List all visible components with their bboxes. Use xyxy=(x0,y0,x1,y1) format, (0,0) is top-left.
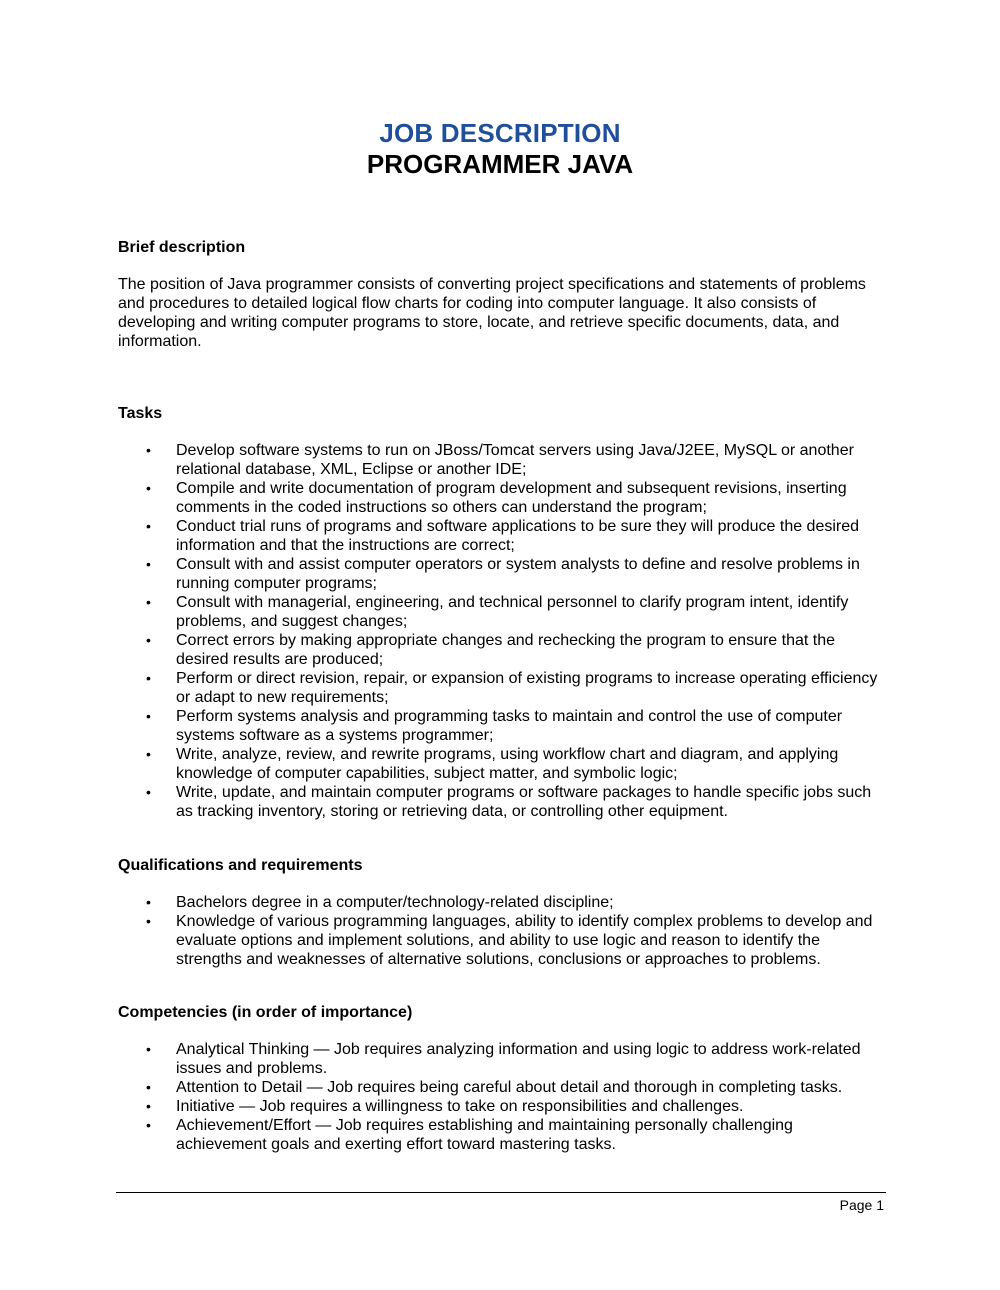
job-title-heading: PROGRAMMER JAVA xyxy=(366,149,634,179)
tasks-heading: Tasks xyxy=(118,405,163,422)
bullet-icon: • xyxy=(146,594,151,610)
bullet-icon: • xyxy=(146,1079,151,1095)
list-item: • Consult with and assist computer operators or system analysts to define and resolve problems in running computer programs; xyxy=(146,556,860,592)
bullet-icon: • xyxy=(146,746,151,762)
brief-description-heading: Brief description xyxy=(118,239,246,256)
bullet-icon: • xyxy=(146,518,151,534)
bullet-icon: • xyxy=(146,1098,151,1114)
bullet-icon: • xyxy=(146,480,151,496)
bullet-icon: • xyxy=(146,632,151,648)
list-item: • Bachelors degree in a computer/technology-related discipline; xyxy=(146,894,614,911)
page-number: Page 1 xyxy=(839,1197,884,1213)
competencies-section xyxy=(118,1003,886,1154)
competencies-list xyxy=(118,1040,886,1154)
document-type-heading: JOB DESCRIPTION xyxy=(379,118,621,148)
bullet-icon: • xyxy=(146,894,151,910)
qualifications-list xyxy=(118,893,886,969)
qualifications-section xyxy=(118,856,886,969)
list-item: • Analytical Thinking — Job requires analyzing information and using logic to address work-related issues and problems. xyxy=(146,1041,861,1077)
list-item: • Develop software systems to run on JBoss/Tomcat servers using Java/J2EE, MySQL or another relational database, XML, Eclipse or another IDE; xyxy=(146,442,854,478)
qualifications-heading: Qualifications and requirements xyxy=(118,857,363,874)
list-item: • Compile and write documentation of program development and subsequent revisions, inserting comments in the coded instructions so others can understand the program; xyxy=(146,480,847,516)
bullet-icon: • xyxy=(146,708,151,724)
brief-description-section xyxy=(118,238,886,351)
bullet-icon: • xyxy=(146,784,151,800)
list-item: • Conduct trial runs of programs and software applications to be sure they will produce the desired information and that the instructions are correct; xyxy=(146,518,860,554)
bullet-icon: • xyxy=(146,442,151,458)
list-item: • Write, update, and maintain computer programs or software packages to handle specific jobs such as tracking inventory, storing or retrieving data, or controlling other equipment. xyxy=(146,784,872,820)
list-item: • Achievement/Effort — Job requires establishing and maintaining personally challenging achievement goals and exerting effort toward mastering tasks. xyxy=(146,1117,793,1153)
bullet-icon: • xyxy=(146,1041,151,1057)
list-item: • Write, analyze, review, and rewrite programs, using workflow chart and diagram, and applying knowledge of computer capabilities, subject matter, and symbolic logic; xyxy=(146,746,839,782)
bullet-icon: • xyxy=(146,1117,151,1133)
list-item: • Attention to Detail — Job requires being careful about detail and thorough in completing tasks. xyxy=(146,1079,843,1096)
tasks-list xyxy=(118,441,886,821)
list-item: • Knowledge of various programming languages, ability to identify complex problems to develop and evaluate options and implement solutions, and ability to use logic and reason to identify the strengths and weaknesses of alternative solutions, conclusions or approaches to problems. xyxy=(146,913,873,968)
footer-divider xyxy=(116,1192,886,1193)
list-item: • Perform or direct revision, repair, or expansion of existing programs to increase operating efficiency or adapt to new requirements; xyxy=(146,670,878,706)
list-item: • Consult with managerial, engineering, and technical personnel to clarify program intent, identify problems, and suggest changes; xyxy=(146,594,849,630)
document-body xyxy=(118,238,886,1154)
competencies-heading: Competencies (in order of importance) xyxy=(118,1004,413,1021)
tasks-section xyxy=(118,404,886,821)
bullet-icon: • xyxy=(146,670,151,686)
title-block xyxy=(0,118,1000,180)
list-item: • Correct errors by making appropriate changes and rechecking the program to ensure that the desired results are produced; xyxy=(146,632,836,668)
bullet-icon: • xyxy=(146,556,151,572)
list-item: • Perform systems analysis and programming tasks to maintain and control the use of computer systems software as a systems programmer; xyxy=(146,708,843,744)
brief-description-text: The position of Java programmer consists of converting project specifications and statements of problems and procedures to detailed logical flow charts for coding into computer language. It also consists of developing and writing computer programs to store, locate, and retrieve specific documents, data, and information. xyxy=(118,276,866,350)
bullet-icon: • xyxy=(146,913,151,929)
list-item: • Initiative — Job requires a willingness to take on responsibilities and challenges. xyxy=(146,1098,744,1115)
